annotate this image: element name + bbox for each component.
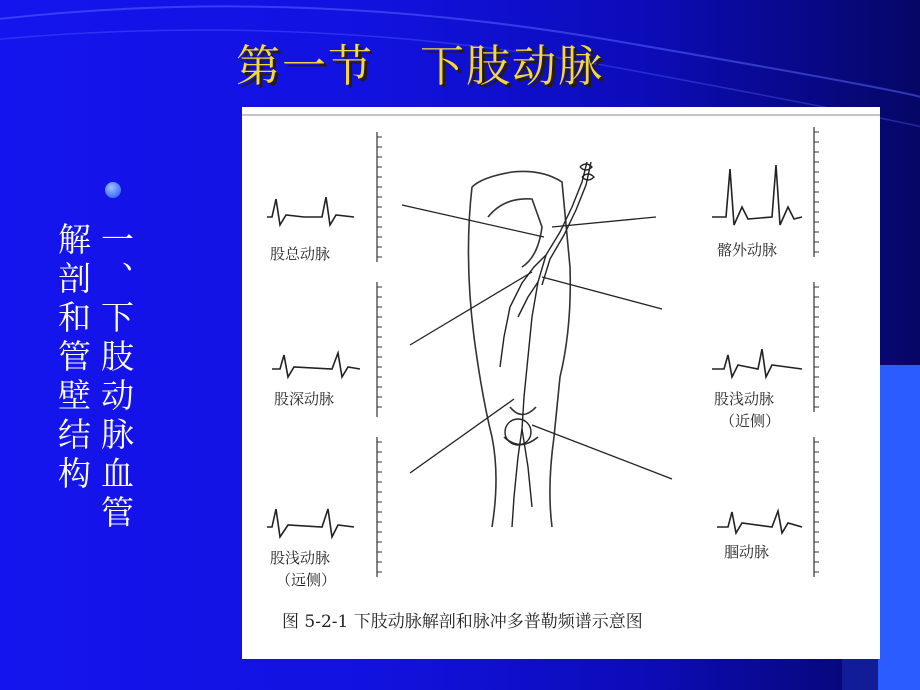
figure-drawing <box>242 107 880 659</box>
slide-title: 第一节 下肢动脉 <box>236 41 604 92</box>
label-superficial-distal: 股浅动脉 <box>270 549 331 567</box>
label-common-femoral: 股总动脉 <box>270 245 331 263</box>
label-superficial-proximal: 股浅动脉 <box>714 390 775 408</box>
label-popliteal: 腘动脉 <box>724 543 770 561</box>
label-external-iliac: 髂外动脉 <box>717 241 778 259</box>
decor-block <box>878 365 920 690</box>
figure-caption: 图 5-2-1 下肢动脉解剖和脉冲多普勒频谱示意图 <box>282 612 643 632</box>
bullet-icon <box>105 182 121 198</box>
heading-primary: 一、下肢动脉血管 <box>96 222 135 534</box>
label-deep-femoral: 股深动脉 <box>274 390 335 408</box>
heading-secondary: 解剖和管壁结构 <box>53 222 92 495</box>
label-superficial-proximal-note: （近侧） <box>720 412 781 430</box>
label-superficial-distal-note: （远侧） <box>276 571 337 589</box>
anatomy-figure <box>242 107 880 659</box>
